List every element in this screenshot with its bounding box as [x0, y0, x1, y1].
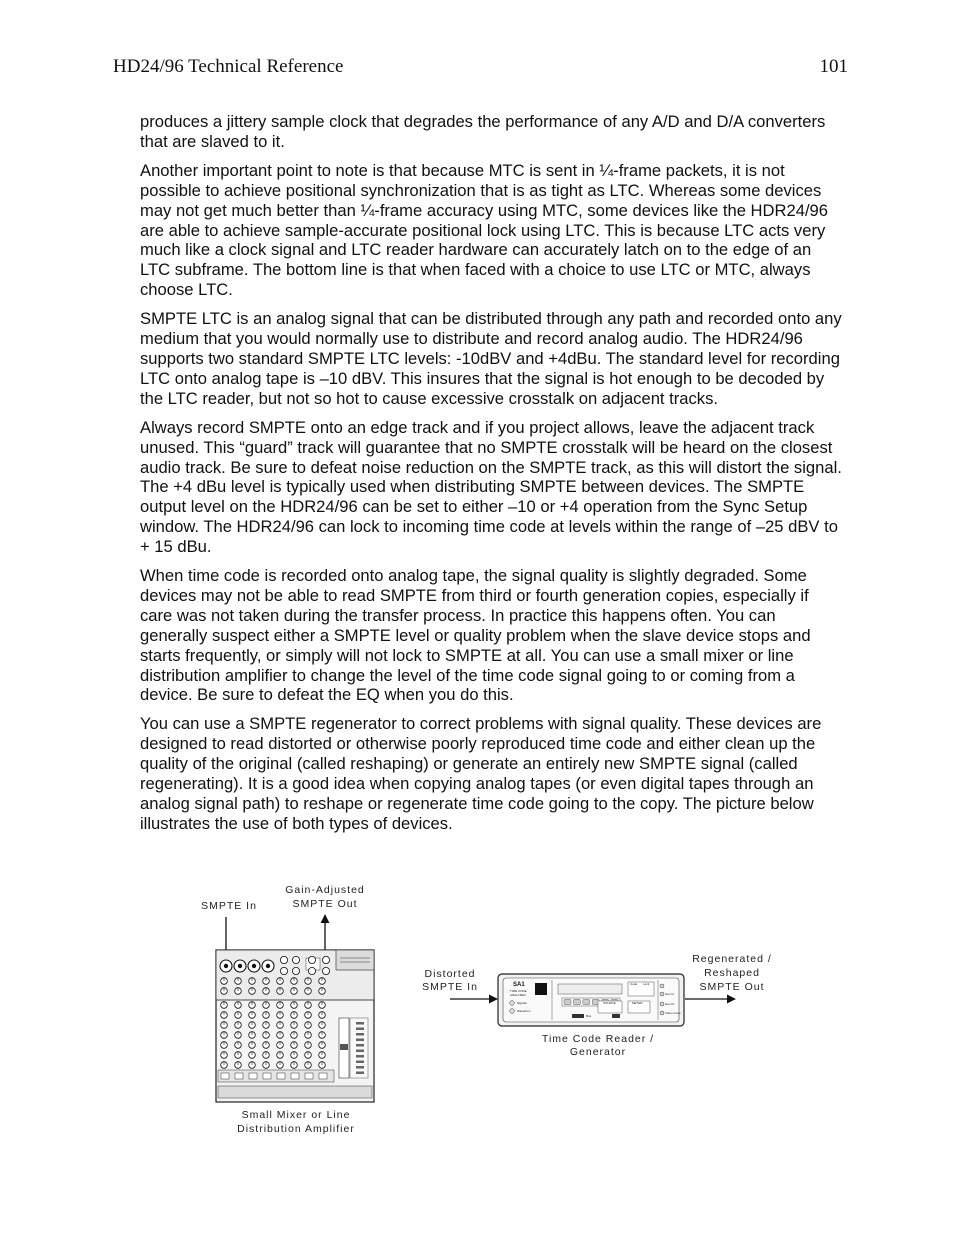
regenerated-label-line1: Regenerated /	[692, 953, 772, 965]
regenerated-label-line3: SMPTE Out	[699, 981, 765, 993]
paragraph: You can use a SMPTE regenerator to correct problems with signal quality. These devices are designed to read distorted or otherwise poorly reproduced time code and either clean up the quality of the original (called reshaping) or generate an entirely new SMPTE signal (called regenerating). It is a good idea when copying analog tapes (or even digital tapes through an analog signal path) to reshape or regenerate time code going to the copy. The picture below illustrates the use of both types of devices.	[140, 714, 822, 833]
device-display	[535, 983, 547, 995]
regenerated-label-line2: Reshaped	[704, 967, 760, 979]
device-small-label: Gen Pr	[665, 1002, 675, 1006]
device-side-label-line1: TIME CODE	[510, 989, 527, 993]
device-side-label-line2: ANALYZER	[510, 993, 526, 997]
device-small-label: Lock	[643, 982, 650, 986]
device-small-label: Waveform	[517, 1009, 531, 1013]
device-small-label: SOURCE	[603, 1001, 616, 1005]
device-small-label: Bus	[586, 1014, 592, 1018]
smpte-signal-flow-figure	[0, 870, 954, 1160]
device-small-label: Signals	[517, 1001, 527, 1005]
device-badge: SA1	[513, 982, 525, 988]
device-small-label: Gen In	[665, 992, 675, 996]
paragraph: produces a jittery sample clock that degrades the performance of any A/D and D/A converters that are slaved to it.	[140, 112, 826, 151]
body-text	[140, 112, 844, 843]
device-small-label: Video Code	[665, 1011, 681, 1015]
page-number: 101	[819, 56, 848, 77]
paragraph: Always record SMPTE onto an edge track and if you project allows, leave the adjacent track unused. This “guard” track will guarantee that no SMPTE crosstalk will be heard on the closest audio track. Be sure to defeat noise reduction on the SMPTE track, as this will distort the signal. The +4 dBu level is typically used when distributing SMPTE between devices. The SMPTE output level on the HDR24/96 can be set to either –10 or +4 operation from the Sync Setup window. The HDR24/96 can lock to incoming time code at levels within the range of –25 dBV to + 15 dBu.	[140, 417, 842, 557]
running-header-title: HD24/96 Technical Reference	[113, 56, 344, 77]
mixer-caption-line1: Small Mixer or Line	[241, 1109, 351, 1121]
time-code-reader-device	[498, 974, 684, 1026]
mixer-caption-line2: Distribution Amplifier	[237, 1123, 355, 1135]
paragraph: When time code is recorded onto analog tape, the signal quality is slightly degraded. Some devices may not be able to read SMPTE from third or fourth generation copies, especially if care was not taken during the transfer process. In practice this happens often. You can generally suspect either a SMPTE level or quality problem when the slave device stops and starts frequently, or simply will not lock to SMPTE at all. You can use a small mixer or line distribution amplifier to change the level of the time code signal going to or coming from a device. Be sure to defeat the EQ when you do this.	[140, 566, 811, 705]
gain-adjusted-label-line2: SMPTE Out	[292, 898, 358, 910]
paragraph: SMPTE LTC is an analog signal that can be distributed through any path and recorded onto any medium that you would normally use to distribute and record analog audio. The HDR24/96 supports two standard SMPTE LTC levels: -10dBV and +4dBu. The standard level for recording LTC onto analog tape is –10 dBV. This insures that the signal is hot enough to be decoded by the LTC reader, but not so hot to cause excessive crosstalk on adjacent tracks.	[140, 309, 842, 408]
reader-caption-line1: Time Code Reader /	[541, 1033, 655, 1045]
smpte-in-label: SMPTE In	[201, 900, 257, 912]
gain-adjusted-label-line1: Gain-Adjusted	[285, 884, 365, 896]
paragraph: Another important point to note is that because MTC is sent in ¼-frame packets, it is not possible to achieve positional synchronization that is as tight as LTC. Whereas some devices may not get much better than ¼-frame accuracy using MTC, some devices like the HDR24/96 are able to achieve sample-accurate positional lock using LTC. This is because LTC acts very much like a clock signal and LTC reader hardware can accurately latch on to the edge of an LTC subframe. The bottom line is that when faced with a choice to use LTC or MTC, always choose LTC.	[140, 160, 829, 300]
reader-caption-line2: Generator	[569, 1046, 627, 1058]
distorted-label-line2: SMPTE In	[422, 981, 478, 993]
device-small-label: Code	[630, 982, 638, 986]
distorted-label-line1: Distorted	[424, 968, 476, 980]
device-small-label: METER	[632, 1001, 643, 1005]
small-mixer-device	[216, 950, 374, 1102]
